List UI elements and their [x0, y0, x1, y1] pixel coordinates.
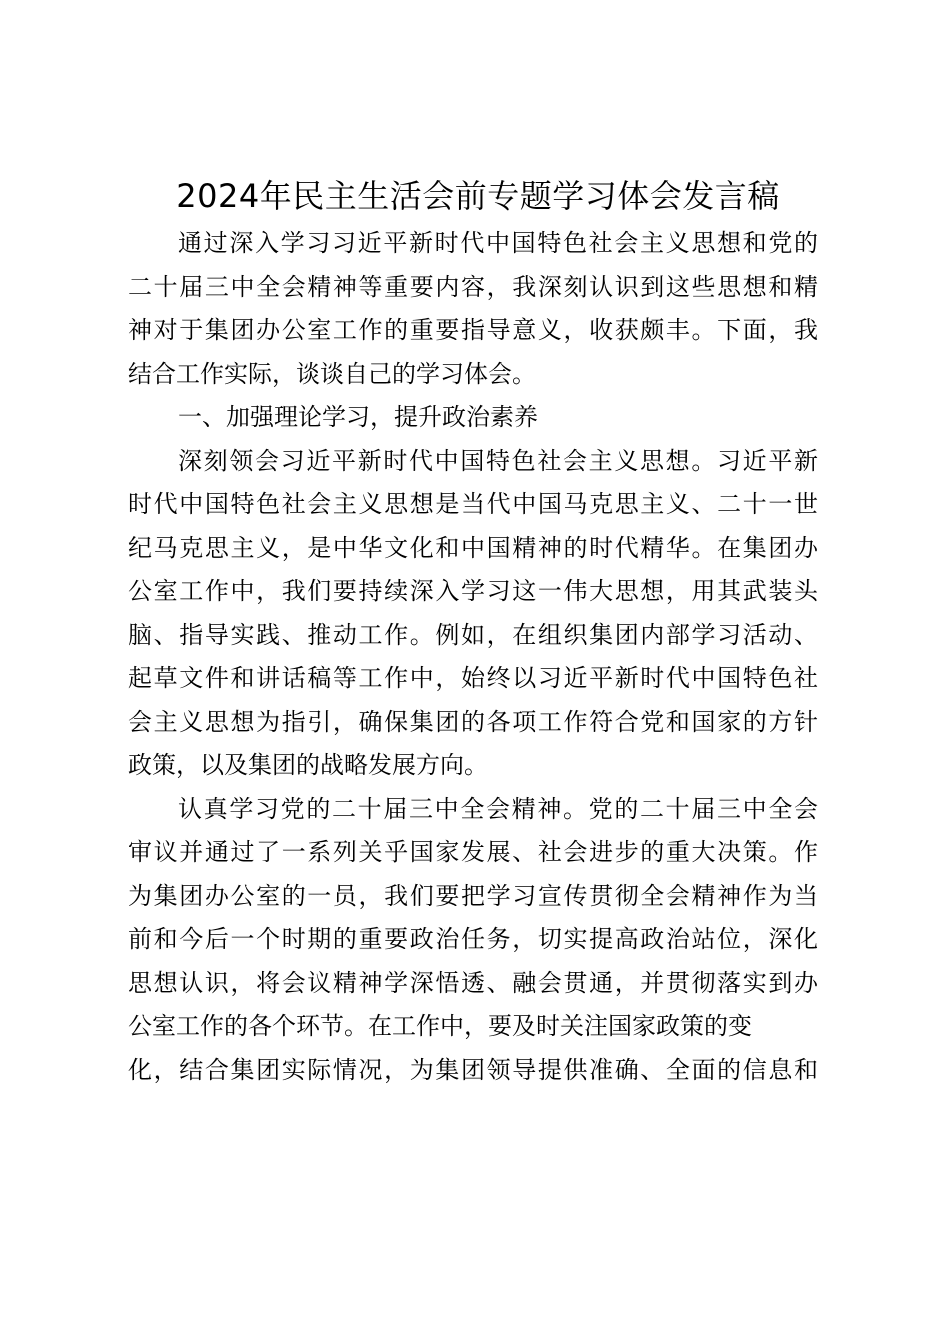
text-line: 公室工作中，我们要持续深入学习这一伟大思想，用其武装头: [128, 577, 818, 605]
text-line: 前和今后一个时期的重要政治任务，切实提高政治站位，深化: [128, 925, 818, 953]
document-body: [128, 222, 818, 1092]
text-line: 审议并通过了一系列关乎国家发展、社会进步的重大决策。作: [128, 838, 818, 866]
text-line: 神对于集团办公室工作的重要指导意义，收获颇丰。下面，我: [128, 316, 818, 344]
text-line: 为集团办公室的一员，我们要把学习宣传贯彻全会精神作为当: [128, 881, 818, 910]
section-heading: 一、加强理论学习，提升政治素养: [178, 403, 538, 431]
text-line: 结合工作实际，谈谈自己的学习体会。: [128, 359, 536, 388]
text-line: 化，结合集团实际情况，为集团领导提供准确、全面的信息和: [128, 1055, 818, 1084]
text-line: 公室工作的各个环节。在工作中，要及时关注国家政策的变: [128, 1012, 752, 1040]
text-line: 认真学习党的二十届三中全会精神。党的二十届三中全会: [178, 794, 818, 823]
text-line: 思想认识，将会议精神学深悟透、融会贯通，并贯彻落实到办: [128, 968, 818, 997]
text-line: 起草文件和讲话稿等工作中，始终以习近平新时代中国特色社: [128, 664, 818, 692]
text-line: 纪马克思主义，是中华文化和中国精神的时代精华。在集团办: [128, 533, 818, 562]
text-line: 政策，以及集团的战略发展方向。: [128, 751, 488, 779]
text-line: 通过深入学习习近平新时代中国特色社会主义思想和党的: [178, 229, 818, 257]
document-title: 2024年民主生活会前专题学习体会发言稿: [176, 177, 780, 215]
text-line: 二十届三中全会精神等重要内容，我深刻认识到这些思想和精: [128, 272, 818, 301]
text-line: 时代中国特色社会主义思想是当代中国马克思主义、二十一世: [128, 490, 818, 518]
text-line: 脑、指导实践、推动工作。例如，在组织集团内部学习活动、: [128, 620, 818, 649]
text-line: 会主义思想为指引，确保集团的各项工作符合党和国家的方针: [128, 707, 818, 736]
text-line: 深刻领会习近平新时代中国特色社会主义思想。习近平新: [178, 446, 818, 475]
